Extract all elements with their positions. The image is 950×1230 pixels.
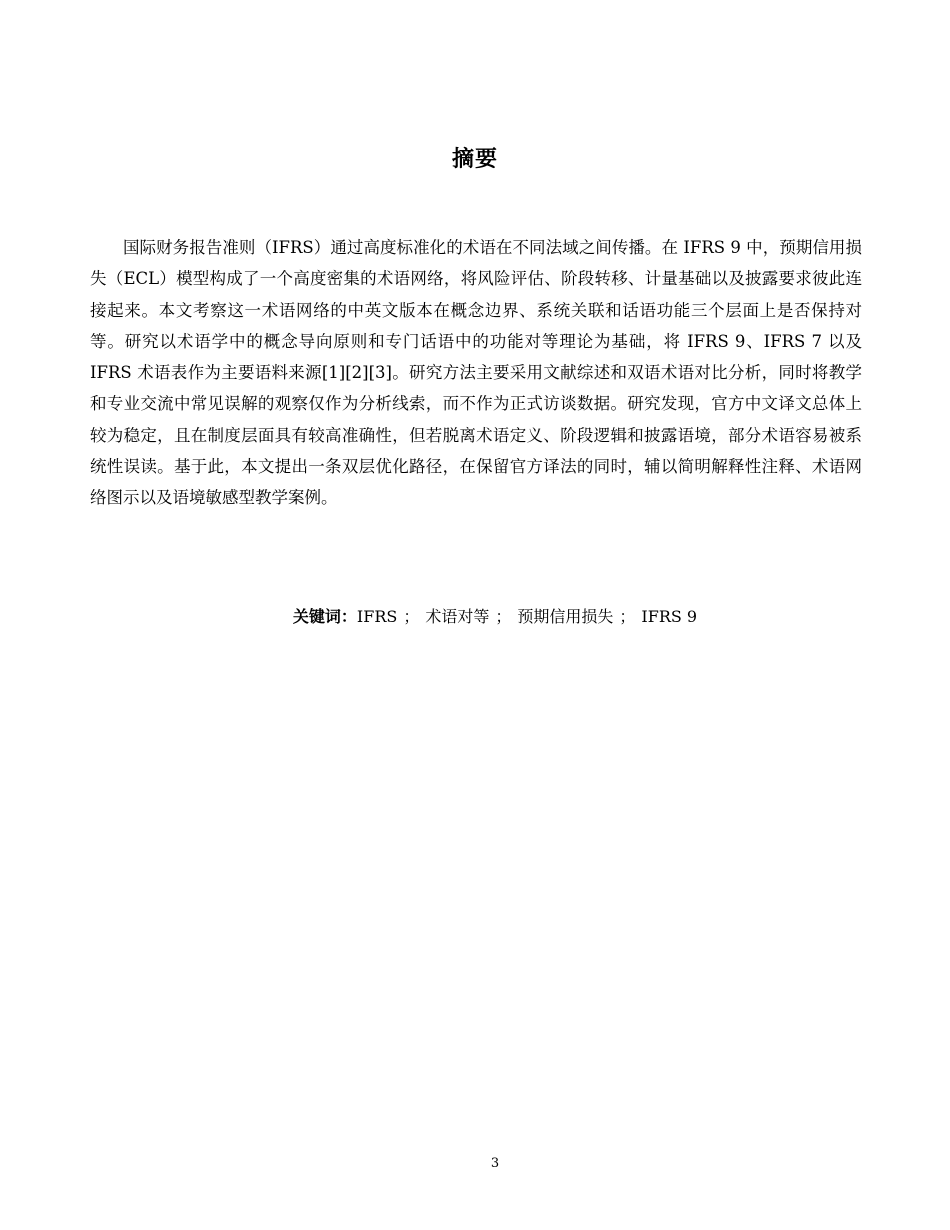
keyword-item: 术语对等 [425, 607, 490, 626]
keywords-line [0, 604, 950, 627]
keyword-item: IFRS [356, 607, 398, 626]
abstract-body: 国际财务报告准则（IFRS）通过高度标准化的术语在不同法域之间传播。在 IFRS 9 中，预期信用损失（ECL）模型构成了一个高度密集的术语网络，将风险评估、阶段转移、计量基础以及披露要求彼此连接起来。本文考察这一术语网络的中英文版本在概念边界、系统关联和话语功能三个层面上是否保持对等。研究以术语学中的概念导向原则和专门话语中的功能对等理论为基础，将 IFRS 9、IFRS 7 以及 IFRS 术语表作为主要语料来源[1][2][3]。研究方法主要采用文献综述和双语术语对比分析，同时将教学和专业交流中常见误解的观察仅作为分析线索，而不作为正式访谈数据。研究发现，官方中文译文总体上较为稳定，且在制度层面具有较高准确性，但若脱离术语定义、阶段逻辑和披露语境，部分术语容易被系统性误读。基于此，本文提出一条双层优化路径，在保留官方译法的同时，辅以简明解释性注释、术语网络图示以及语境敏感型教学案例。 [90, 238, 862, 508]
keyword-item: 预期信用损失 [517, 607, 614, 626]
keyword-separator: ； [495, 607, 512, 626]
page-number: 3 [490, 1156, 500, 1171]
keyword-separator: ； [403, 607, 420, 626]
keyword-item: IFRS 9 [641, 607, 698, 626]
keyword-separator: ； [619, 607, 636, 626]
abstract-title: 摘要 [451, 147, 498, 172]
keywords-label: 关键词： [292, 607, 357, 626]
